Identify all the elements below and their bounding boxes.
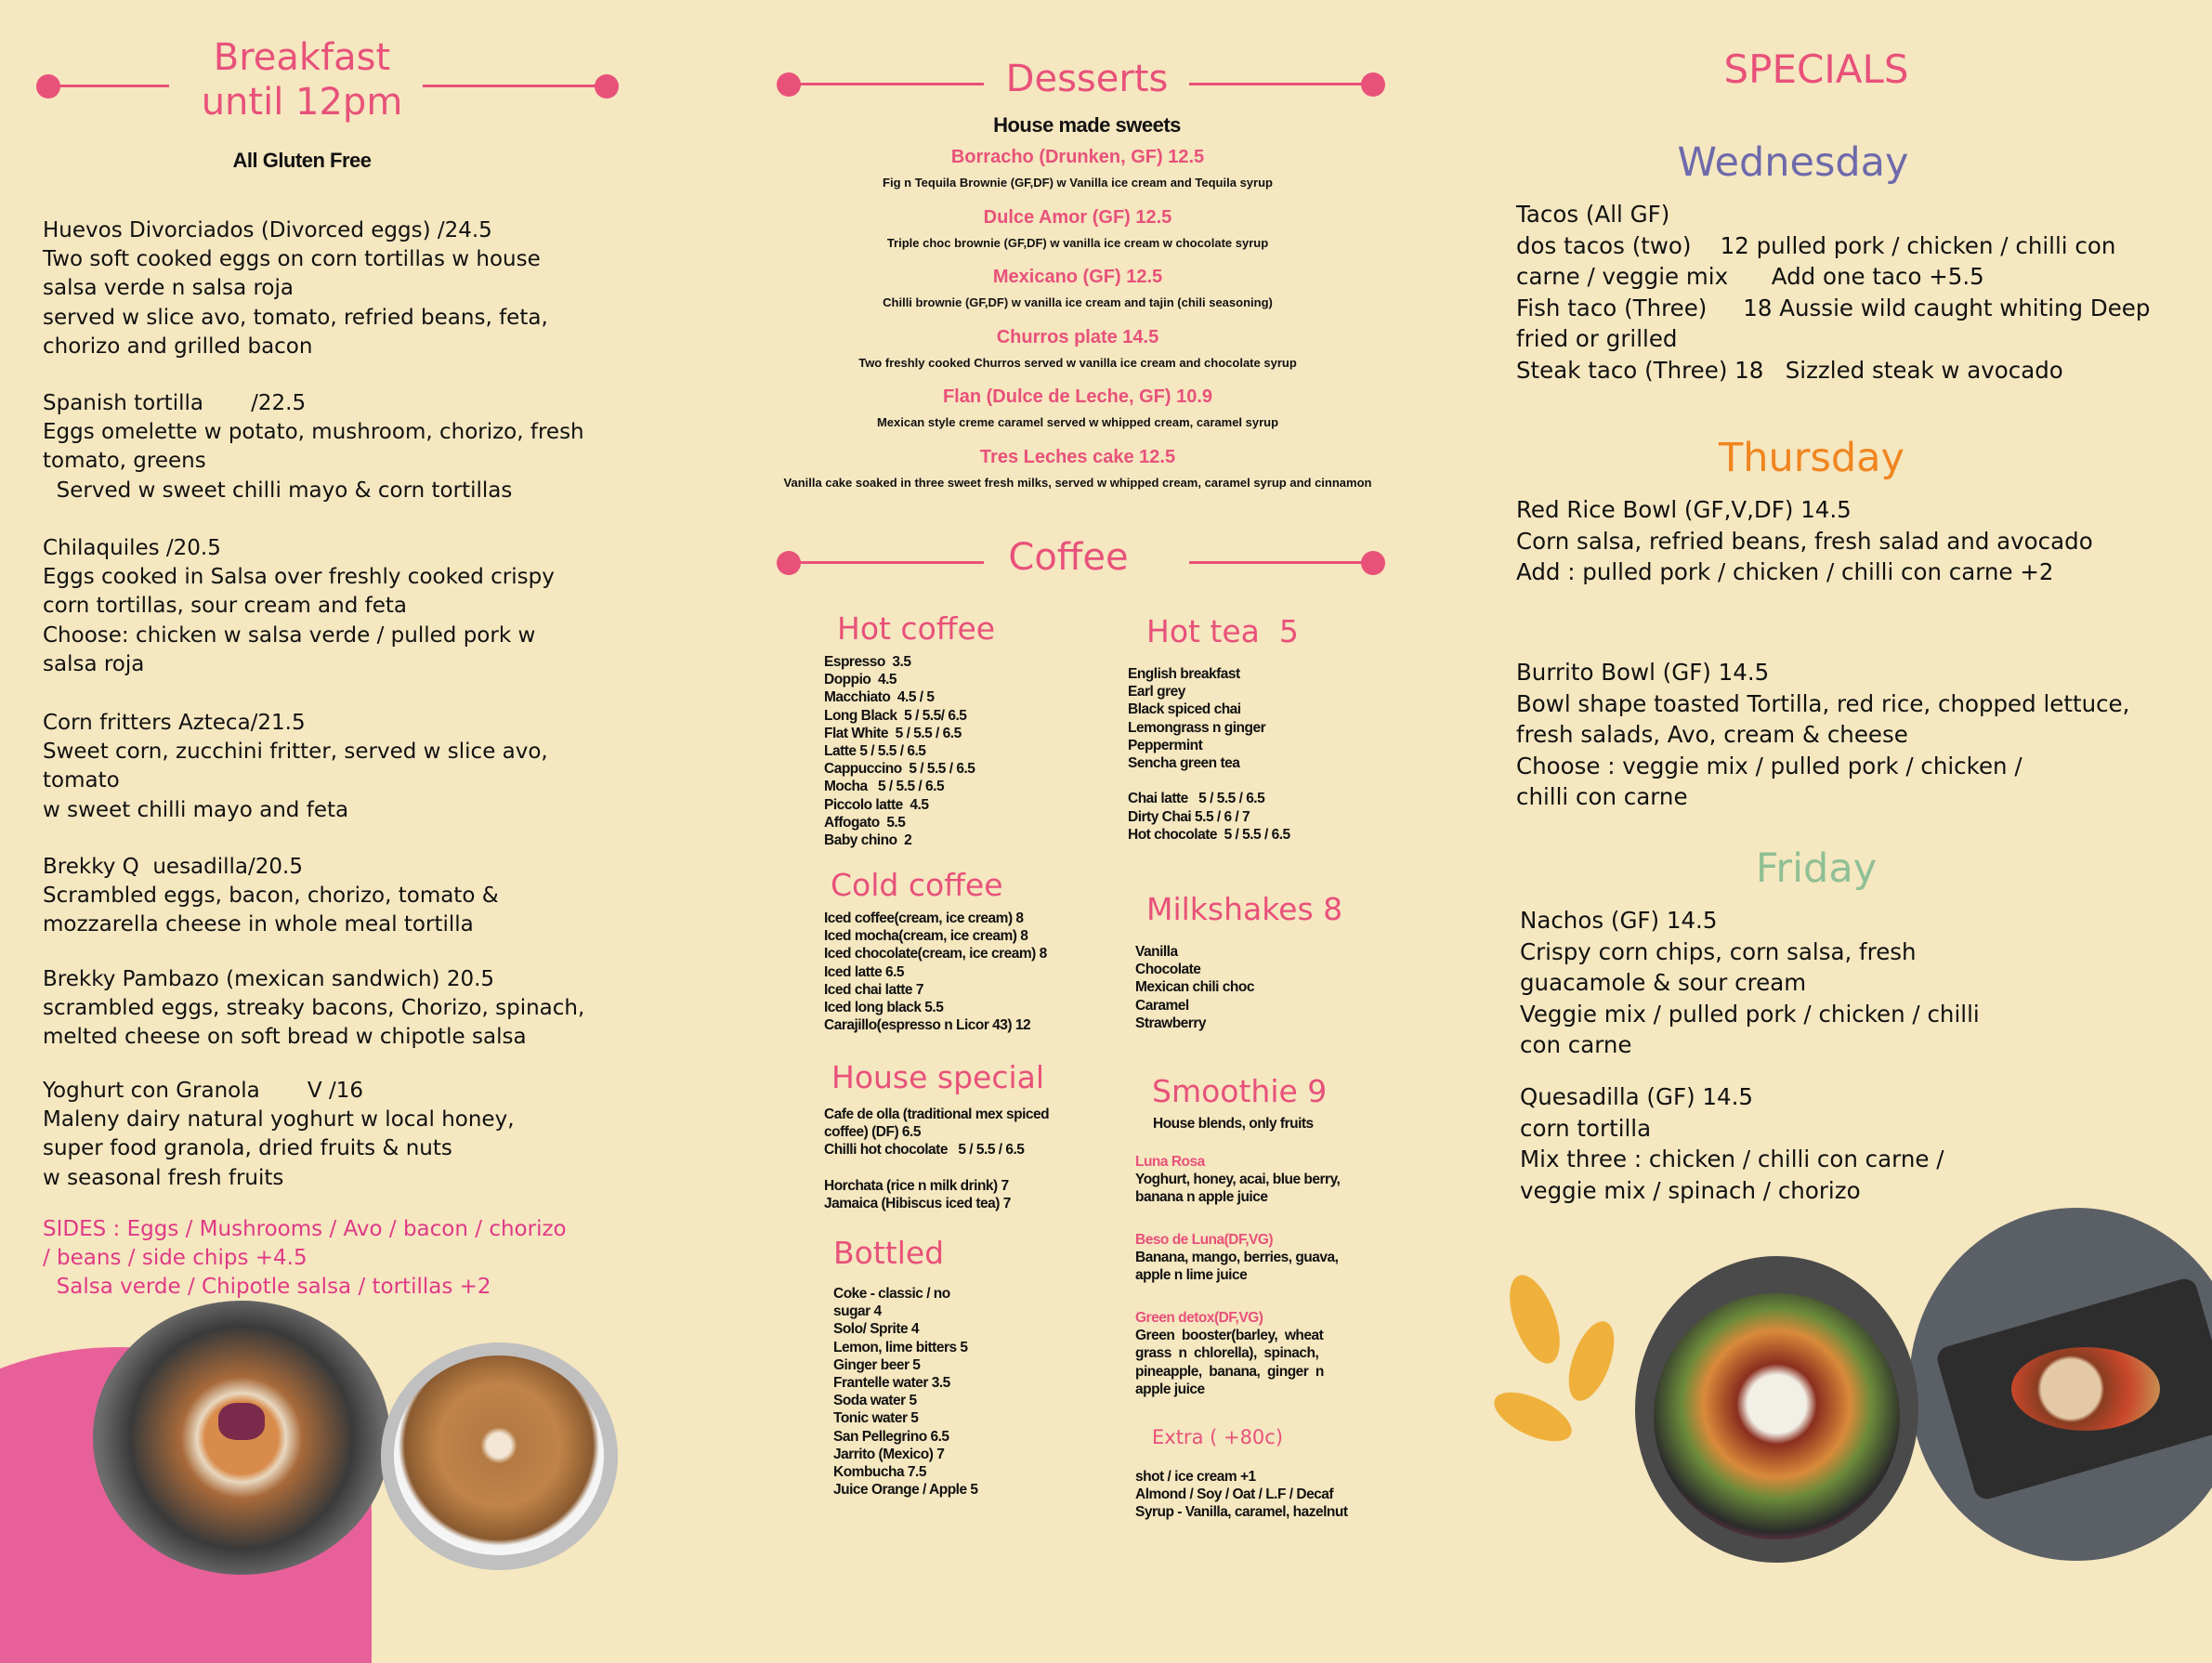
hot-tea-list: English breakfast Earl grey Black spiced chai Lemongrass n ginger Peppermint Sencha green tea Chai latte 5 / 5.5 / 6.5 Dirty Chai 5.5 / 6 / 7 Hot chocolate 5 / 5.5 / 6.5 [1128,666,1290,843]
desserts-subtitle: House made sweets [993,113,1181,137]
breakfast-sides: SIDES : Eggs / Mushrooms / Avo / bacon / chorizo / beans / side chips +4.5 Salsa verde / Chipotle salsa / tortillas +2 [43,1217,567,1300]
nachos-bowl-icon [1654,1293,1900,1539]
friday-title: Friday [1755,845,1878,892]
friday-item: Nachos (GF) 14.5 Crispy corn chips, corn salsa, fresh guacamole & sour cream Veggie mix / pulled pork / chicken / chilli con carne [1520,907,1980,1058]
dish-garnish-icon [218,1403,265,1440]
divider-line [789,561,984,564]
hot-coffee-title: Hot coffee [837,610,996,647]
house-special-title: House special [831,1059,1045,1095]
milkshakes-list: Vanilla Chocolate Mexican chili choc Caramel Strawberry [1135,944,1254,1031]
desserts-title: Desserts [1005,58,1169,100]
bottled-title: Bottled [833,1235,945,1271]
dessert-desc: Vanilla cake soaked in three sweet fresh milks, served w whipped cream, caramel syrup and cinnamon [783,475,1372,490]
dessert-item [743,147,1412,207]
smoothie-desc: Green booster(barley, wheat grass n chlorella), spinach, pineapple, banana, ginger n apple juice [1135,1328,1324,1397]
extra-title: Extra ( +80c) [1152,1426,1284,1448]
breakfast-title-line1: Breakfast [213,36,391,79]
smoothie-item [1135,1309,1377,1398]
dessert-desc: Fig n Tequila Brownie (GF,DF) w Vanilla ice cream and Tequila syrup [883,176,1273,190]
dessert-item [743,207,1412,268]
breakfast-item: Brekky Pambazo (mexican sandwich) 20.5 scrambled eggs, streaky bacons, Chorizo, spinach, melted cheese on soft bread w chipotle salsa [43,967,585,1050]
smoothie-item [1135,1153,1377,1231]
wednesday-text: Tacos (All GF) dos tacos (two) 12 pulled pork / chicken / chilli con carne / veggie mix Add one taco +5.5 Fish taco (Three) 18 Aussie wild caught whiting Deep fried or grilled Steak taco (Three) 18 Sizzled steak w avocado [1516,201,2151,384]
milkshakes-title: Milkshakes 8 [1146,891,1343,927]
smoothie-subtitle: House blends, only fruits [1153,1116,1314,1132]
house-special-list: Cafe de olla (traditional mex spiced coffee) (DF) 6.5 Chilli hot chocolate 5 / 5.5 / 6.5 Horchata (rice n milk drink) 7 Jamaica (Hibiscus iced tea) 7 [824,1106,1050,1212]
smoothie-title: Smoothie 9 [1152,1073,1328,1109]
breakfast-item: Huevos Divorciados (Divorced eggs) /24.5 Two soft cooked eggs on corn tortillas w house salsa verde n salsa roja served w slice avo, tomato, refried beans, feta, chorizo and grilled bacon [43,218,548,359]
dessert-desc: Mexican style creme caramel served w whipped cream, caramel syrup [876,415,1279,429]
smoothie-desc: Banana, mango, berries, guava, apple n lime juice [1135,1250,1339,1284]
dessert-name: Borracho (Drunken, GF) 12.5 [950,147,1205,167]
breakfast-item: Spanish tortilla /22.5 Eggs omelette w potato, mushroom, chorizo, fresh tomato, greens Served w sweet chilli mayo & corn tortillas [43,391,584,503]
divider-line [789,83,984,85]
tacos-photo [1909,1208,2212,1561]
breakfast-item: Brekky Q uesadilla/20.5 Scrambled eggs, bacon, chorizo, tomato & mozzarella cheese in whole meal tortilla [43,855,499,937]
leaf-icon [1499,1268,1570,1369]
specials-title: SPECIALS [1723,46,1909,92]
leaf-icon [1487,1382,1578,1451]
dessert-name: Tres Leches cake 12.5 [979,446,1176,467]
divider-line [423,85,609,87]
cold-coffee-title: Cold coffee [831,867,1003,903]
breakfast-item: Corn fritters Azteca/21.5 Sweet corn, zucchini fritter, served w slice avo, tomato w sweet chilli mayo and feta [43,711,548,822]
dessert-desc: Triple choc brownie (GF,DF) w vanilla ice cream w chocolate syrup [886,235,1269,250]
wednesday-title: Wednesday [1677,139,1909,186]
nachos-photo [1635,1256,1918,1563]
bottled-list: Coke - classic / no sugar 4 Solo/ Sprite 4 Lemon, lime bitters 5 Ginger beer 5 Frantelle water 3.5 Soda water 5 Tonic water 5 San Pellegrino 6.5 Jarrito (Mexico) 7 Kombucha 7.5 Juice Orange / Apple 5 [833,1286,978,1499]
breakfast-title-line2: until 12pm [201,81,403,124]
hot-coffee-list: Espresso 3.5 Doppio 4.5 Macchiato 4.5 / 5 Long Black 5 / 5.5/ 6.5 Flat White 5 / 5.5 / 6.5 Latte 5 / 5.5 / 6.5 Cappuccino 5 / 5.5 / 6.5 Mocha 5 / 5.5 / 6.5 Piccolo latte 4.5 Affogato 5.5 Baby chino 2 [824,654,975,849]
cold-coffee-list: Iced coffee(cream, ice cream) 8 Iced mocha(cream, ice cream) 8 Iced chocolate(cream, ice cream) 8 Iced latte 6.5 Iced chai latte 7 Iced long black 5.5 Carajillo(espresso n Licor 43) 12 [824,910,1047,1034]
hot-tea-title: Hot tea 5 [1146,613,1299,649]
taco-filling-icon [2011,1347,2160,1431]
divider-dot [1361,72,1385,97]
extra-list: shot / ice cream +1 Almond / Soy / Oat / L.F / Decaf Syrup - Vanilla, caramel, hazelnut [1135,1469,1348,1521]
latte-cup-icon [394,1355,604,1555]
smoothie-item [1135,1231,1377,1309]
friday-item: Quesadilla (GF) 14.5 corn tortilla Mix three : chicken / chilli con carne / veggie mix / spinach / chorizo [1520,1083,1944,1204]
smoothie-name: Beso de Luna(DF,VG) [1135,1232,1274,1248]
thursday-item: Burrito Bowl (GF) 14.5 Bowl shape toasted Tortilla, red rice, chopped lettuce, fresh salads, Avo, cream & cheese Choose : veggie mix / pulled pork / chicken / chilli con carne [1516,659,2130,810]
smoothie-desc: Yoghurt, honey, acai, blue berry, banana n apple juice [1135,1172,1341,1206]
dessert-item [743,447,1412,507]
smoothie-list [1135,1153,1377,1398]
dessert-item [743,267,1412,327]
smoothie-name: Luna Rosa [1135,1154,1205,1170]
dessert-name: Dulce Amor (GF) 12.5 [983,206,1172,228]
dessert-item [743,386,1412,447]
divider-dot [1361,551,1385,575]
dessert-name: Flan (Dulce de Leche, GF) 10.9 [942,386,1213,407]
dessert-item [743,327,1412,387]
dessert-name: Churros plate 14.5 [996,326,1159,347]
divider-line [1189,83,1375,85]
breakfast-title [167,35,437,124]
divider-line [48,85,169,87]
divider-dot [595,74,619,98]
breakfast-item: Chilaquiles /20.5 Eggs cooked in Salsa over freshly cooked crispy corn tortillas, sour cream and feta Choose: chicken w salsa verde / pulled pork w salsa roja [43,536,555,676]
leaf-icon [1560,1316,1623,1407]
breakfast-subtitle: All Gluten Free [232,149,372,172]
dessert-name: Mexicano (GF) 12.5 [992,267,1163,287]
divider-line [1189,561,1375,564]
dessert-desc: Chilli brownie (GF,DF) w vanilla ice cream and tajin (chili seasoning) [883,295,1273,309]
thursday-item: Red Rice Bowl (GF,V,DF) 14.5 Corn salsa, refried beans, fresh salad and avocado Add : pulled pork / chicken / chilli con carne +2 [1516,496,2093,585]
chilaquiles-photo [93,1301,390,1575]
dessert-desc: Two freshly cooked Churros served w vanilla ice cream and chocolate syrup [858,355,1297,370]
smoothie-name: Green detox(DF,VG) [1135,1310,1263,1326]
latte-photo [381,1342,618,1570]
desserts-list [743,147,1412,506]
thursday-title: Thursday [1719,435,1904,481]
coffee-title: Coffee [1008,536,1129,579]
breakfast-item: Yoghurt con Granola V /16 Maleny dairy natural yoghurt w local honey, super food granola, dried fruits & nuts w seasonal fresh fruits [43,1079,515,1190]
